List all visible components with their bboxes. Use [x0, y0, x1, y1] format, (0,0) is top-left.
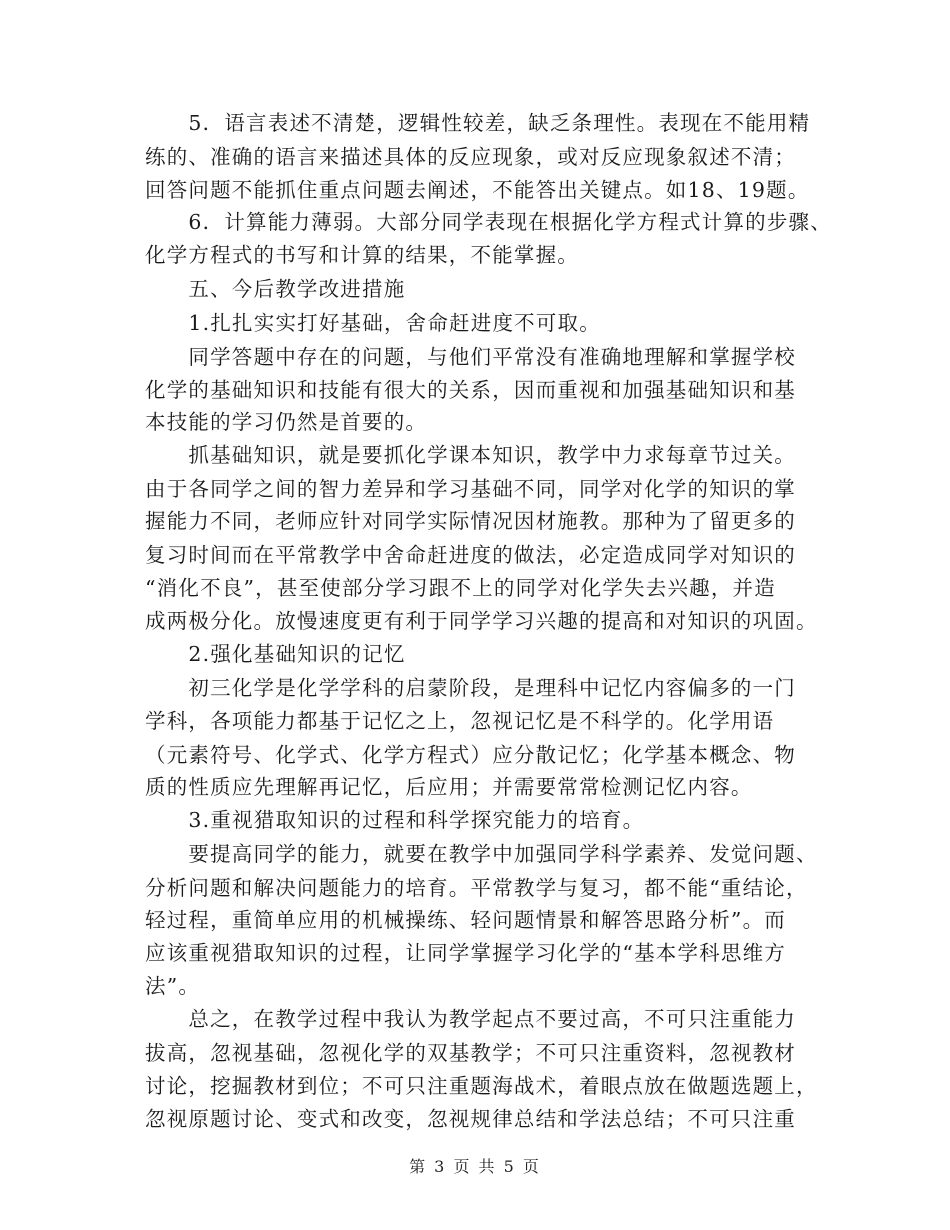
subheading: 3.重视猎取知识的过程和科学探究能力的培育。 [145, 808, 645, 832]
text-line: 5．语言表述不清楚，逻辑性较差，缺乏条理性。表现在不能用精 [145, 111, 811, 135]
text-line: 复习时间而在平常教学中舍命赶进度的做法，必定造成同学对知识的 [145, 543, 796, 567]
subheading: 2.强化基础知识的记忆 [145, 642, 406, 666]
text-line: 质的性质应先理解再记忆，后应用；并需要常常检测记忆内容。 [145, 775, 753, 799]
text-line: 分析问题和解决问题能力的培育。平常教学与复习，都不能“重结论， [145, 876, 808, 900]
text-line: 化学方程式的书写和计算的结果，不能掌握。 [145, 243, 579, 267]
text-line: 拔高，忽视基础，忽视化学的双基教学；不可只注重资料，忽视教材 [145, 1041, 796, 1065]
text-line: 法”。 [145, 974, 201, 998]
text-line: 同学答题中存在的问题，与他们平常没有准确地理解和掌握学校 [145, 345, 796, 369]
text-line: 忽视原题讨论、变式和改变，忽视规律总结和学法总结；不可只注重 [145, 1107, 796, 1131]
text-line: 总之，在教学过程中我认为教学起点不要过高，不可只注重能力 [145, 1007, 796, 1031]
text-line: 回答问题不能抓住重点问题去阐述，不能答出关键点。如18、19题。 [145, 178, 810, 202]
text-line: 讨论，挖掘教材到位；不可只注重题海战术，着眼点放在做题选题上， [145, 1074, 818, 1098]
text-line: 由于各同学之间的智力差异和学习基础不同，同学对化学的知识的掌 [145, 477, 796, 501]
text-line: 抓基础知识，就是要抓化学课本知识，教学中力求每章节过关。 [145, 443, 796, 467]
text-line: 化学的基础知识和技能有很大的关系，因而重视和加强基础知识和基 [145, 378, 796, 402]
text-line: 要提高同学的能力，就要在教学中加强同学科学素养、发觉问题、 [145, 842, 818, 866]
text-line: 应该重视猎取知识的过程，让同学掌握学习化学的“基本学科思维方 [145, 941, 786, 965]
section-heading: 五、今后教学改进措施 [145, 277, 406, 301]
text-line: 本技能的学习仍然是首要的。 [145, 410, 428, 434]
text-line: （元素符号、化学式、化学方程式）应分散记忆；化学基本概念、物 [145, 743, 796, 767]
text-line: 初三化学是化学学科的启蒙阶段，是理科中记忆内容偏多的一门 [145, 676, 796, 700]
text-line: 学科，各项能力都基于记忆之上，忽视记忆是不科学的。化学用语 [145, 709, 775, 733]
text-line: “消化不良”，甚至使部分学习跟不上的同学对化学失去兴趣，并造 [145, 576, 776, 600]
text-line: 握能力不同，老师应针对同学实际情况因材施教。那种为了留更多的 [145, 509, 796, 533]
page-footer: 第 3 页 共 5 页 [409, 1157, 541, 1176]
text-line: 6．计算能力薄弱。大部分同学表现在根据化学方程式计算的步骤、 [145, 210, 832, 234]
text-line: 成两极分化。放慢速度更有利于同学学习兴趣的提高和对知识的巩固。 [145, 609, 818, 633]
text-line: 练的、准确的语言来描述具体的反应现象，或对反应现象叙述不清； [145, 145, 796, 169]
subheading: 1.扎扎实实打好基础，舍命赶进度不可取。 [145, 311, 601, 335]
text-line: 轻过程，重简单应用的机械操练、轻问题情景和解答思路分析”。而 [145, 908, 786, 932]
